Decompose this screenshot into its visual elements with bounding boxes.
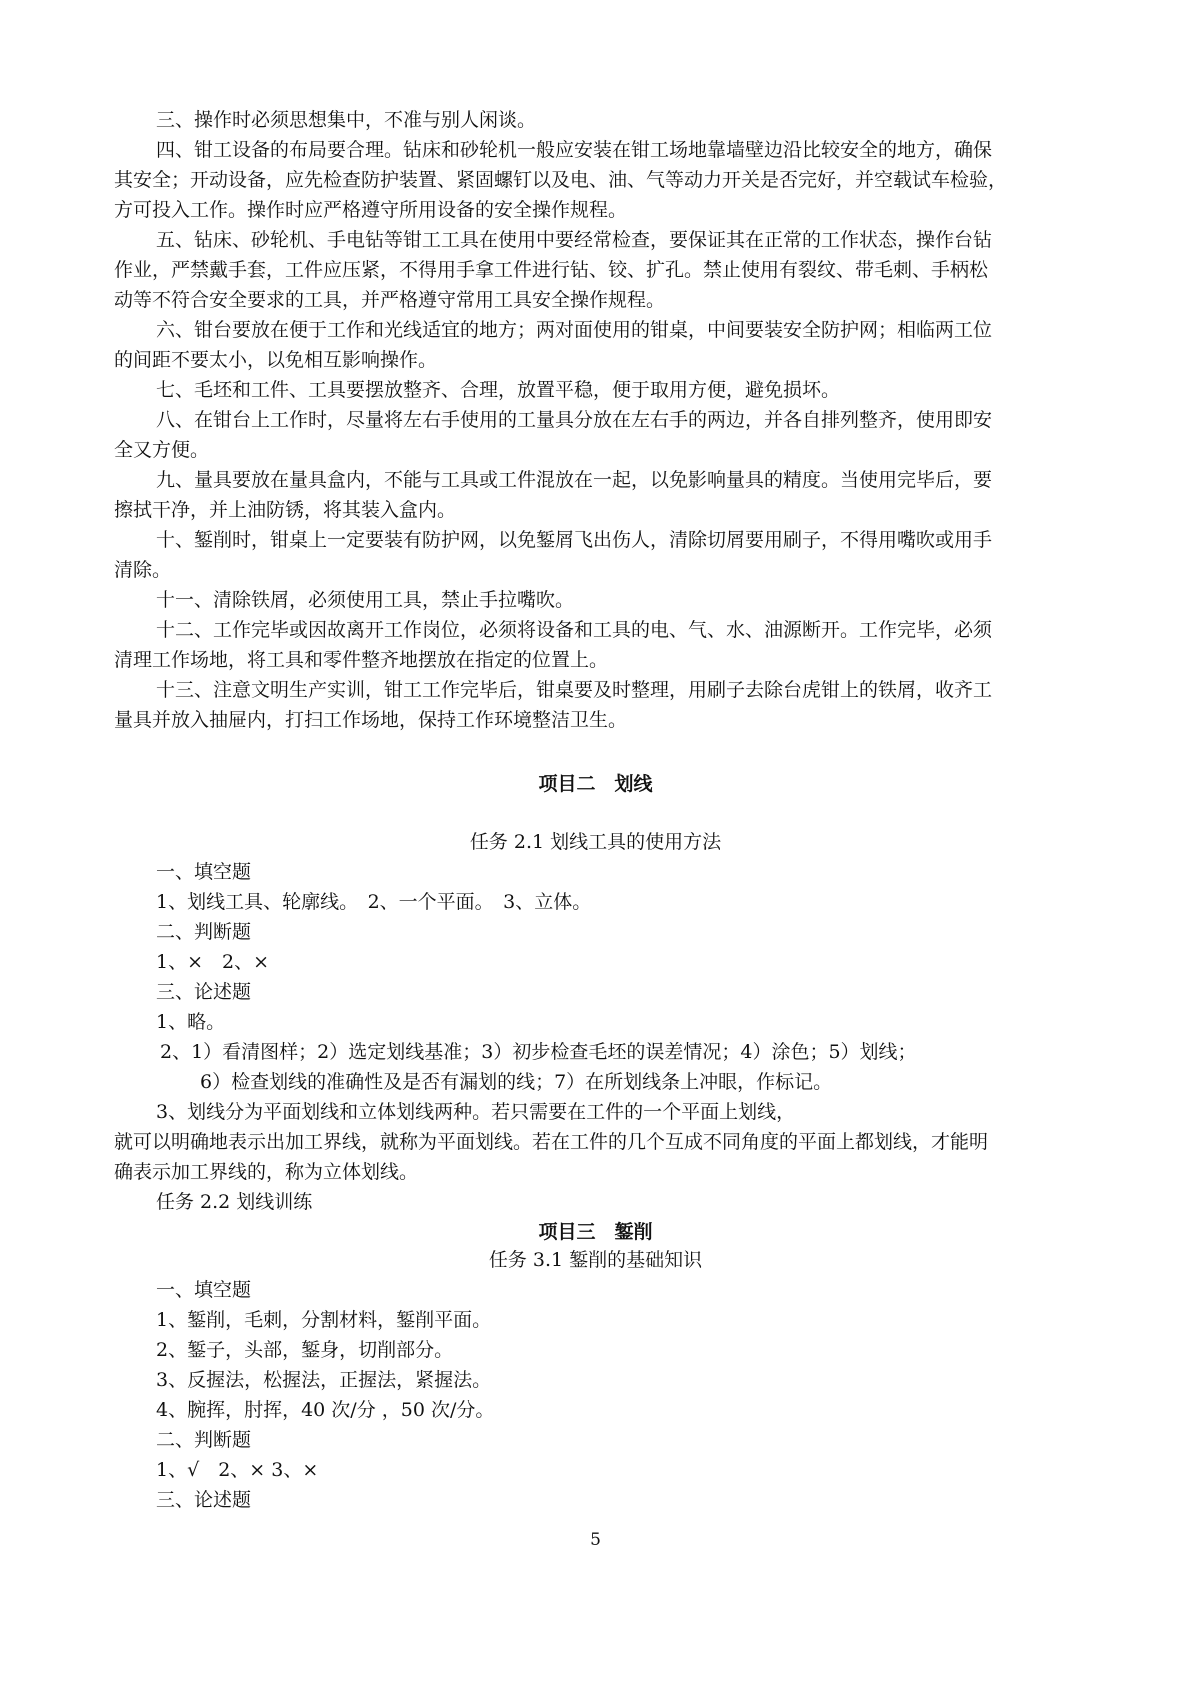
rule-7: 七、毛坯和工件、工具要摆放整齐、合理，放置平稳，便于取用方便，避免损坏。: [156, 379, 841, 401]
project2-title: 项目二 划线: [538, 773, 653, 795]
p2-essay-3-line1: 3、划线分为平面划线和立体划线两种。若只需要在工件的一个平面上划线，: [156, 1101, 796, 1123]
p2-essay-2-line1: 2、1）看清图样；2）选定划线基准；3）初步检查毛坯的误差情况；4）涂色；5）划线；: [160, 1041, 917, 1063]
p2-judge-heading: 二、判断题: [156, 921, 252, 943]
rule-5-line3: 动等不符合安全要求的工具，并严格遵守常用工具安全操作规程。: [114, 289, 666, 311]
rule-6-line1: 六、钳台要放在便于工作和光线适宜的地方；两对面使用的钳桌，中间要装安全防护网；相临两工位: [156, 319, 993, 341]
project2-task2-title: 任务 2.2 划线训练: [156, 1191, 313, 1213]
rule-9-line1: 九、量具要放在量具盒内，不能与工具或工件混放在一起，以免影响量具的精度。当使用完毕后，要: [156, 469, 993, 491]
rule-6-line2: 的间距不要太小，以免相互影响操作。: [114, 349, 438, 371]
p2-fill-heading: 一、填空题: [156, 861, 252, 883]
rule-4-line1: 四、钳工设备的布局要合理。钻床和砂轮机一般应安装在钳工场地靠墙壁边沿比较安全的地方，确保: [156, 139, 993, 161]
p2-judge-answers: 1、× 2、×: [156, 951, 270, 973]
rule-10-line2: 清除。: [114, 559, 172, 581]
p3-essay-heading: 三、论述题: [156, 1489, 252, 1511]
p2-fill-answers: 1、划线工具、轮廓线。 2、一个平面。 3、立体。: [156, 891, 592, 913]
p2-essay-2-line2: 6）检查划线的准确性及是否有漏划的线；7）在所划线条上冲眼，作标记。: [200, 1071, 833, 1093]
rule-3: 三、操作时必须思想集中，不准与别人闲谈。: [156, 109, 537, 131]
rule-4-line2: 其安全；开动设备，应先检查防护装置、紧固螺钉以及电、油、气等动力开关是否完好，并空载试车检验，: [114, 169, 1008, 191]
project2-task1-title: 任务 2.1 划线工具的使用方法: [469, 831, 722, 853]
rule-12-line1: 十二、工作完毕或因故离开工作岗位，必须将设备和工具的电、气、水、油源断开。工作完毕，必须: [156, 619, 993, 641]
p2-essay-3-line2: 就可以明确地表示出加工界线，就称为平面划线。若在工件的几个互成不同角度的平面上都划线，才能明: [114, 1131, 989, 1153]
p3-fill-4: 4、腕挥，肘挥，40 次/分 ，50 次/分。: [156, 1399, 495, 1421]
p3-fill-2: 2、錾子，头部，錾身，切削部分。: [156, 1339, 454, 1361]
rule-12-line2: 清理工作场地，将工具和零件整齐地摆放在指定的位置上。: [114, 649, 609, 671]
p3-judge-heading: 二、判断题: [156, 1429, 252, 1451]
rule-5-line2: 作业，严禁戴手套，工件应压紧，不得用手拿工件进行钻、铰、扩孔。禁止使用有裂纹、带毛刺、手柄松: [114, 259, 989, 281]
p3-fill-3: 3、反握法，松握法，正握法，紧握法。: [156, 1369, 492, 1391]
p3-fill-heading: 一、填空题: [156, 1279, 252, 1301]
rule-13-line1: 十三、注意文明生产实训，钳工工作完毕后，钳桌要及时整理，用刷子去除台虎钳上的铁屑，收齐工: [156, 679, 993, 701]
project3-title: 项目三 錾削: [538, 1221, 653, 1243]
rule-4-line3: 方可投入工作。操作时应严格遵守所用设备的安全操作规程。: [114, 199, 628, 221]
rule-5-line1: 五、钻床、砂轮机、手电钻等钳工工具在使用中要经常检查，要保证其在正常的工作状态，操作台钻: [156, 229, 993, 251]
project3-task1-title: 任务 3.1 錾削的基础知识: [488, 1249, 703, 1271]
page-number: 5: [590, 1530, 601, 1550]
p2-essay-heading: 三、论述题: [156, 981, 252, 1003]
rule-9-line2: 擦拭干净，并上油防锈，将其装入盒内。: [114, 499, 457, 521]
p3-fill-1: 1、錾削，毛刺，分割材料，錾削平面。: [156, 1309, 492, 1331]
rule-10-line1: 十、錾削时，钳桌上一定要装有防护网，以免錾屑飞出伤人，清除切屑要用刷子，不得用嘴吹或用手: [156, 529, 993, 551]
rule-8-line2: 全又方便。: [114, 439, 210, 461]
rule-8-line1: 八、在钳台上工作时，尽量将左右手使用的工量具分放在左右手的两边，并各自排列整齐，使用即安: [156, 409, 993, 431]
p2-essay-3-line3: 确表示加工界线的，称为立体划线。: [114, 1161, 419, 1183]
rule-11: 十一、清除铁屑，必须使用工具，禁止手拉嘴吹。: [156, 589, 575, 611]
rule-13-line2: 量具并放入抽屉内，打扫工作场地，保持工作环境整洁卫生。: [114, 709, 628, 731]
p3-judge-answers: 1、√ 2、× 3、×: [156, 1459, 319, 1481]
p2-essay-1: 1、略。: [156, 1011, 226, 1033]
